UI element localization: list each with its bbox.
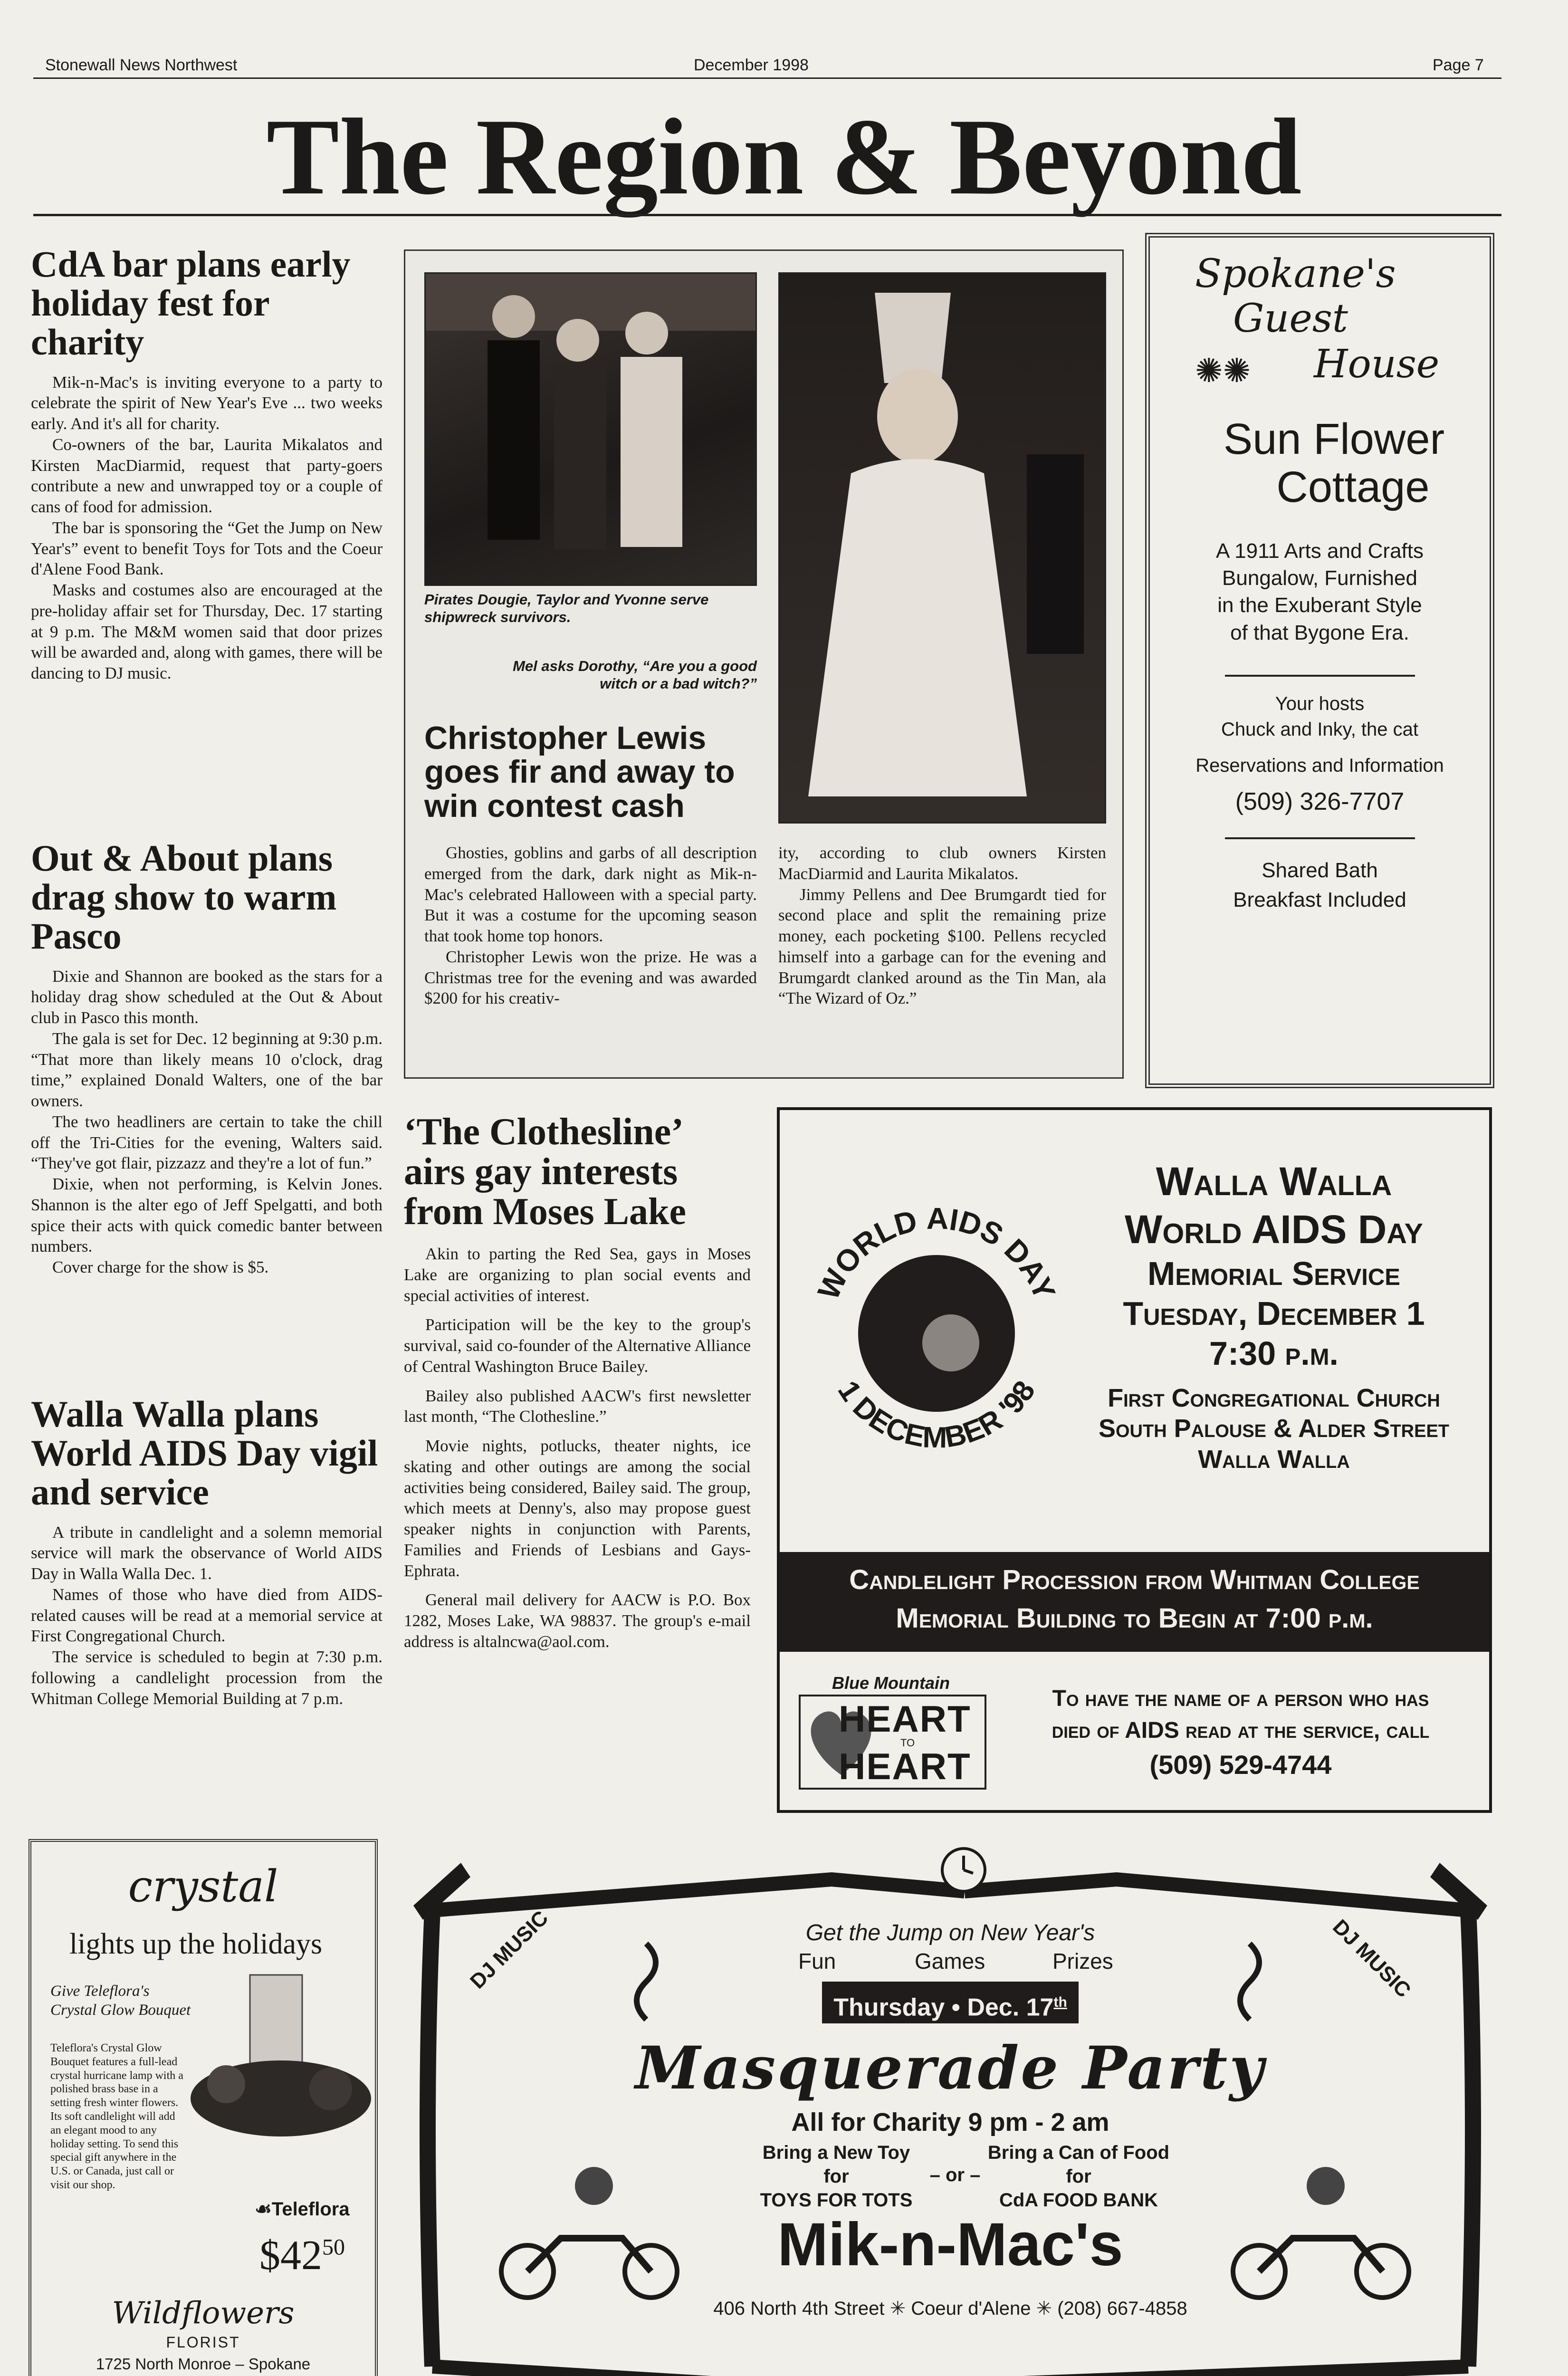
desc-line: in the Exuberant Style — [1217, 594, 1422, 617]
paragraph: The bar is sponsoring the “Get the Jump on New Year's” event to benefit Toys for Tots and the Coeur d'Alene Food Bank. — [31, 518, 382, 579]
city-name: Walla Walla — [1156, 1159, 1392, 1204]
amenities — [1162, 856, 1478, 914]
party-charity-hours: All for Charity 9 pm - 2 am — [791, 2108, 1109, 2136]
paragraph: Cover charge for the show is $5. — [52, 1258, 269, 1277]
party-title: Masquerade Party — [635, 2034, 1266, 2103]
article-body — [31, 372, 382, 684]
venue-city: Walla Walla — [1198, 1445, 1350, 1474]
crystal-subtitle: lights up the holidays — [69, 1928, 323, 1960]
paragraph: Bailey also published AACW's first newsletter last month, “The Clothesline.” — [404, 1386, 751, 1426]
article-body — [31, 1522, 382, 1709]
event-name: World AIDS Day — [1125, 1207, 1423, 1252]
cottage-name-1: Sun Flower — [1223, 414, 1445, 463]
running-head-publication: Stonewall News Northwest — [45, 56, 238, 74]
sunflower-icon: ✺✺ — [1195, 353, 1251, 390]
dorothy-photo — [778, 272, 1106, 824]
info-line-2: died of AIDS read at the service, call — [1052, 1718, 1430, 1744]
paragraph: Mik-n-Mac's is inviting everyone to a party to celebrate the spirit of New Year's Eve ... two weeks early. And it's all for charity. — [31, 373, 382, 433]
article-out-about — [31, 839, 382, 1278]
paragraph: ity, according to club owners Kirsten MacDiarmid and Laurita Mikalatos. — [778, 843, 1106, 883]
headline: Christopher Lewis goes fir and away to win contest cash — [424, 720, 735, 824]
paragraph: General mail delivery for AACW is P.O. Box 1282, Moses Lake, WA 98837. The group's e-mail address is altalncwa@aol.com. — [404, 1590, 751, 1651]
bring-toy — [736, 2141, 936, 2212]
amenity-line: Breakfast Included — [1233, 888, 1406, 911]
paragraph: The service is scheduled to begin at 7:30 p.m. following a candlelight procession from the Whitman College Memorial Building at 7 p.m. — [31, 1648, 382, 1708]
paragraph: Akin to parting the Red Sea, gays in Moses Lake are organizing to plan social events and special activities of interest. — [404, 1245, 751, 1305]
bring-food — [974, 2141, 1183, 2212]
dj-music-right: DJ MUSIC — [1328, 1915, 1415, 2002]
price-cents: 50 — [322, 2234, 345, 2260]
teleflora-logo — [255, 2198, 350, 2220]
bring-toy-line: Bring a New Toy — [762, 2142, 910, 2163]
world-aids-day-seal — [794, 1191, 1079, 1476]
heart-to-heart-logo — [799, 1673, 989, 1792]
ad-masquerade-party — [404, 1834, 1497, 2376]
motorcycle-icon-left — [501, 2167, 677, 2298]
pirates-photo — [424, 272, 757, 586]
dj-music-left: DJ MUSIC — [466, 1906, 553, 1993]
logo-blue-mountain: Blue Mountain — [832, 1673, 950, 1693]
hosts — [1162, 691, 1478, 818]
bring-or: – or – — [929, 2165, 981, 2185]
article-body — [31, 966, 382, 1278]
headline: ‘The Clothesline’ airs gay interests from Moses Lake — [404, 1111, 686, 1233]
price-dollars: $42 — [259, 2232, 322, 2279]
pirates-photo-figures — [426, 274, 757, 586]
running-head-date: December 1998 — [694, 56, 809, 74]
paragraph: A tribute in candlelight and a solemn memorial service will mark the observance of World AIDS Day in Walla Walla Dec. 1. — [31, 1523, 382, 1583]
motorcycle-icon-right — [1233, 2167, 1409, 2298]
guest-house-phone: (509) 326-7707 — [1235, 787, 1405, 815]
article-body-col1 — [424, 843, 757, 1009]
procession-band — [780, 1552, 1489, 1652]
venue-address: South Palouse & Alder Street — [1098, 1414, 1450, 1443]
guest-house-row — [1162, 342, 1478, 394]
desc-line: A 1911 Arts and Crafts — [1216, 539, 1424, 563]
teleflora-icon: ☙ — [255, 2199, 272, 2220]
divider — [1225, 837, 1415, 839]
name-reading-info — [998, 1683, 1483, 1784]
guest-house-script-3: House — [1314, 341, 1440, 387]
info-phone: (509) 529-4744 — [1149, 1750, 1332, 1780]
service-details — [1065, 1158, 1483, 1475]
wildflowers-address: 1725 North Monroe – Spokane — [96, 2355, 311, 2373]
paragraph: The two headliners are certain to take the chill off the Tri-Cities for the evening, Walters said. “They've got flair, pizzazz and they're a lot of fun.” — [31, 1112, 382, 1173]
headline: CdA bar plans early holiday fest for charity — [31, 243, 351, 363]
paragraph: Dixie, when not performing, is Kelvin Jones. Shannon is the alter ego of Jeff Spelgatti, and both spice their acts with quick comedic banter between numbers. — [31, 1175, 382, 1256]
offer-line: Give Teleflora's — [50, 1983, 150, 2000]
header-rule — [33, 77, 1501, 79]
amenity-line: Shared Bath — [1262, 858, 1378, 882]
logo-to: TO — [900, 1737, 915, 1749]
paragraph: Dixie and Shannon are booked as the stars for a holiday drag show scheduled at the Out & About club in Pasco this month. — [31, 967, 382, 1027]
crystal-description: Teleflora's Crystal Glow Bouquet features a full-lead crystal hurricane lamp with a polished brass base in a setting fresh winter flowers. Its soft candlelight will add an elegant mood to any holiday setting. To send this special gift anywhere in the U.S. or Canada, just call or visit our shop. — [50, 2042, 183, 2191]
paragraph: Movie nights, potlucks, theater nights, ice skating and other outings are among the social activities being considered, Bailey said. The group, which meets at Denny's, also may propose guest speaker nights in conjunction with Parents, Families and Friends of Lesbians and Gays-Ephrata. — [404, 1437, 751, 1580]
bring-toy-for: for — [823, 2166, 849, 2187]
party-prizes: Prizes — [1052, 1949, 1113, 1974]
banner-frame — [404, 1834, 1497, 2376]
headline: Walla Walla plans World AIDS Day vigil and service — [31, 1393, 378, 1513]
paragraph: Jimmy Pellens and Dee Brumgardt tied for second place and split the remaining prize money, each pocketing $100. Pellens recycled himself into a garbage can for the evening and Brumgardt clanked around as the Tin Man, ala “The Wizard of Oz.” — [778, 885, 1106, 1008]
desc-line: Bungalow, Furnished — [1222, 566, 1417, 590]
wildflowers-sub: FLORIST — [166, 2334, 240, 2351]
cda-food-bank: CdA FOOD BANK — [999, 2190, 1158, 2211]
event-time: 7:30 p.m. — [1209, 1334, 1339, 1372]
reservations-line: Reservations and Information — [1195, 755, 1444, 776]
offer-line: Crystal Glow Bouquet — [50, 2001, 191, 2019]
ad-guest-house — [1145, 233, 1494, 1088]
guest-house-script-1: Spokane's — [1195, 251, 1396, 297]
hosts-line: Your hosts — [1275, 693, 1365, 714]
info-line-1: To have the name of a person who has — [1052, 1686, 1429, 1711]
article-cda-bar — [31, 245, 382, 684]
band-line-2: Memorial Building to Begin at 7:00 p.m. — [896, 1603, 1373, 1634]
bring-food-for: for — [1066, 2166, 1091, 2187]
ad-world-aids-day — [777, 1107, 1492, 1813]
crystal-bouquet-image — [188, 1965, 373, 2136]
paragraph: Participation will be the key to the group's survival, said co-founder of the Alternative Alliance of Central Washington Bruce Bailey. — [404, 1315, 751, 1376]
headline: Out & About plans drag show to warm Pasco — [31, 837, 337, 957]
paragraph: Ghosties, goblins and garbs of all description emerged from the dark, dark night as Mik-n-Mac's celebrated Halloween with a special party. But it was a costume for the upcoming season that took home top honors. — [424, 843, 757, 945]
toys-for-tots: TOYS FOR TOTS — [760, 2190, 913, 2211]
divider — [1225, 675, 1415, 677]
cottage-description — [1162, 537, 1478, 646]
party-address: 406 North 4th Street ✳ Coeur d'Alene ✳ (208) 667-4858 — [713, 2298, 1187, 2319]
event-date: Tuesday, December 1 — [1123, 1294, 1425, 1332]
logo-heart-2: HEART — [839, 1745, 971, 1787]
party-fun: Fun — [798, 1949, 836, 1974]
hosts-line: Chuck and Inky, the cat — [1221, 719, 1419, 740]
crystal-title: crystal — [128, 1861, 278, 1912]
section-title: The Region & Beyond — [266, 96, 1302, 217]
section-rule — [33, 214, 1501, 216]
guest-house-script-2: Guest — [1233, 296, 1348, 342]
band-line-1: Candlelight Procession from Whitman College — [849, 1564, 1420, 1595]
teleflora-brand: Teleflora — [271, 2199, 350, 2220]
logo-heart-1: HEART — [839, 1698, 971, 1740]
crystal-offer — [50, 1982, 191, 2020]
seal-top-text: WORLD AIDS DAY — [811, 1201, 1062, 1305]
party-date-banner — [822, 1982, 1079, 2023]
article-body — [404, 1244, 751, 1652]
wildflowers-name: Wildflowers — [112, 2296, 295, 2331]
party-date: Thursday • Dec. 17 — [833, 1993, 1054, 2022]
halloween-feature-box — [404, 249, 1124, 1079]
bring-food-line: Bring a Can of Food — [987, 2142, 1170, 2163]
seal-bottom-text: 1 DECEMBER '98 — [831, 1375, 1042, 1455]
party-games: Games — [915, 1949, 985, 1974]
caption-dorothy: Mel asks Dorothy, “Are you a good witch or a bad witch?” — [513, 658, 757, 692]
cottage-name-2: Cottage — [1276, 462, 1430, 511]
article-body-col2 — [778, 843, 1106, 1009]
party-venue: Mik-n-Mac's — [777, 2211, 1123, 2279]
article-walla-walla — [31, 1395, 382, 1709]
paragraph: Names of those who have died from AIDS-related causes will be read at a memorial service at First Congregational Church. — [31, 1585, 382, 1646]
paragraph: The gala is set for Dec. 12 beginning at 9:30 p.m. “That more than likely means 10 o'clock, drag time,” explained Donald Walters, one of the bar owners. — [31, 1029, 382, 1111]
paragraph: Christopher Lewis won the prize. He was a Christmas tree for the evening and was awarded $200 for his creativ- — [424, 947, 757, 1008]
logo-frame — [799, 1695, 986, 1790]
venue-name: First Congregational Church — [1108, 1383, 1440, 1412]
desc-line: of that Bygone Era. — [1230, 621, 1409, 644]
ad-crystal-teleflora — [29, 1839, 378, 2376]
dorothy-photo-figure — [780, 274, 1106, 824]
running-head-page: Page 7 — [1433, 56, 1484, 74]
crystal-price — [259, 2232, 345, 2280]
paragraph: Co-owners of the bar, Laurita Mikalatos and Kirsten MacDiarmid, request that party-goers contribute a new and unwrapped toy or a couple of cans of food for admission. — [31, 435, 382, 517]
party-date-suffix: th — [1053, 1994, 1067, 2010]
event-type: Memorial Service — [1147, 1255, 1400, 1292]
article-clothesline — [404, 1112, 751, 1652]
paragraph: Masks and costumes also are encouraged at the pre-holiday affair set for Thursday, Dec. 17 starting at 9 p.m. The M&M women said that door prizes will be awarded and, along with games, there will be dancing to DJ music. — [31, 581, 382, 683]
party-tagline: Get the Jump on New Year's — [805, 1920, 1095, 1945]
caption-pirates: Pirates Dougie, Taylor and Yvonne serve shipwreck survivors. — [424, 591, 709, 626]
